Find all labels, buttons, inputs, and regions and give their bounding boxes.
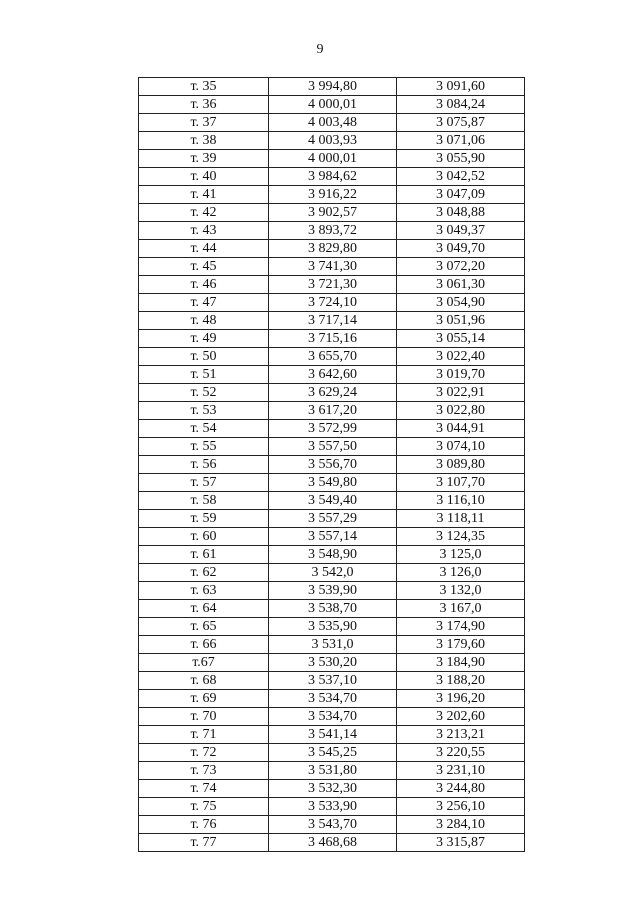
table-row xyxy=(139,276,525,294)
table-row xyxy=(139,114,525,132)
point-label-cell: т. 71 xyxy=(139,726,269,744)
y-coordinate-cell: 3 049,70 xyxy=(397,240,525,258)
y-coordinate-cell: 3 284,10 xyxy=(397,816,525,834)
table-row xyxy=(139,366,525,384)
x-coordinate-cell: 3 533,90 xyxy=(269,798,397,816)
x-coordinate-cell: 3 534,70 xyxy=(269,708,397,726)
point-label-cell: т. 75 xyxy=(139,798,269,816)
table-row xyxy=(139,258,525,276)
table-row xyxy=(139,564,525,582)
point-label-cell: т. 61 xyxy=(139,546,269,564)
y-coordinate-cell: 3 047,09 xyxy=(397,186,525,204)
point-label-cell: т. 63 xyxy=(139,582,269,600)
point-label-cell: т. 46 xyxy=(139,276,269,294)
x-coordinate-cell: 3 902,57 xyxy=(269,204,397,222)
x-coordinate-cell: 3 829,80 xyxy=(269,240,397,258)
table-row xyxy=(139,384,525,402)
point-label-cell: т. 77 xyxy=(139,834,269,852)
point-label-cell: т. 62 xyxy=(139,564,269,582)
y-coordinate-cell: 3 116,10 xyxy=(397,492,525,510)
y-coordinate-cell: 3 118,11 xyxy=(397,510,525,528)
y-coordinate-cell: 3 044,91 xyxy=(397,420,525,438)
y-coordinate-cell: 3 072,20 xyxy=(397,258,525,276)
y-coordinate-cell: 3 042,52 xyxy=(397,168,525,186)
table-row xyxy=(139,438,525,456)
point-label-cell: т. 53 xyxy=(139,402,269,420)
point-label-cell: т. 42 xyxy=(139,204,269,222)
y-coordinate-cell: 3 051,96 xyxy=(397,312,525,330)
y-coordinate-cell: 3 048,88 xyxy=(397,204,525,222)
y-coordinate-cell: 3 196,20 xyxy=(397,690,525,708)
point-label-cell: т. 73 xyxy=(139,762,269,780)
x-coordinate-cell: 3 984,62 xyxy=(269,168,397,186)
x-coordinate-cell: 3 534,70 xyxy=(269,690,397,708)
y-coordinate-cell: 3 074,10 xyxy=(397,438,525,456)
point-label-cell: т. 51 xyxy=(139,366,269,384)
point-label-cell: т. 45 xyxy=(139,258,269,276)
y-coordinate-cell: 3 019,70 xyxy=(397,366,525,384)
y-coordinate-cell: 3 075,87 xyxy=(397,114,525,132)
x-coordinate-cell: 3 556,70 xyxy=(269,456,397,474)
table-row xyxy=(139,762,525,780)
y-coordinate-cell: 3 220,55 xyxy=(397,744,525,762)
x-coordinate-cell: 4 000,01 xyxy=(269,96,397,114)
x-coordinate-cell: 4 000,01 xyxy=(269,150,397,168)
point-label-cell: т. 40 xyxy=(139,168,269,186)
table-row xyxy=(139,654,525,672)
point-label-cell: т. 36 xyxy=(139,96,269,114)
point-label-cell: т. 35 xyxy=(139,78,269,96)
x-coordinate-cell: 3 538,70 xyxy=(269,600,397,618)
table-row xyxy=(139,618,525,636)
x-coordinate-cell: 3 539,90 xyxy=(269,582,397,600)
point-label-cell: т. 64 xyxy=(139,600,269,618)
page-number: 9 xyxy=(316,42,324,57)
y-coordinate-cell: 3 126,0 xyxy=(397,564,525,582)
x-coordinate-cell: 3 721,30 xyxy=(269,276,397,294)
x-coordinate-cell: 3 572,99 xyxy=(269,420,397,438)
table-row xyxy=(139,222,525,240)
y-coordinate-cell: 3 132,0 xyxy=(397,582,525,600)
x-coordinate-cell: 3 530,20 xyxy=(269,654,397,672)
y-coordinate-cell: 3 055,90 xyxy=(397,150,525,168)
point-label-cell: т. 55 xyxy=(139,438,269,456)
x-coordinate-cell: 3 532,30 xyxy=(269,780,397,798)
x-coordinate-cell: 3 557,14 xyxy=(269,528,397,546)
table-row xyxy=(139,834,525,852)
y-coordinate-cell: 3 061,30 xyxy=(397,276,525,294)
table-row xyxy=(139,96,525,114)
table-row xyxy=(139,492,525,510)
x-coordinate-cell: 3 557,29 xyxy=(269,510,397,528)
table-row xyxy=(139,510,525,528)
point-label-cell: т. 69 xyxy=(139,690,269,708)
x-coordinate-cell: 3 893,72 xyxy=(269,222,397,240)
y-coordinate-cell: 3 107,70 xyxy=(397,474,525,492)
table-row xyxy=(139,150,525,168)
table-row xyxy=(139,312,525,330)
point-label-cell: т. 37 xyxy=(139,114,269,132)
table-row xyxy=(139,528,525,546)
table-row xyxy=(139,168,525,186)
point-label-cell: т. 41 xyxy=(139,186,269,204)
table-row xyxy=(139,582,525,600)
y-coordinate-cell: 3 125,0 xyxy=(397,546,525,564)
point-label-cell: т. 57 xyxy=(139,474,269,492)
x-coordinate-cell: 3 724,10 xyxy=(269,294,397,312)
point-label-cell: т. 54 xyxy=(139,420,269,438)
y-coordinate-cell: 3 084,24 xyxy=(397,96,525,114)
y-coordinate-cell: 3 089,80 xyxy=(397,456,525,474)
x-coordinate-cell: 3 629,24 xyxy=(269,384,397,402)
table-row xyxy=(139,132,525,150)
y-coordinate-cell: 3 202,60 xyxy=(397,708,525,726)
table-row xyxy=(139,420,525,438)
y-coordinate-cell: 3 055,14 xyxy=(397,330,525,348)
y-coordinate-cell: 3 315,87 xyxy=(397,834,525,852)
y-coordinate-cell: 3 071,06 xyxy=(397,132,525,150)
table-row xyxy=(139,402,525,420)
table-row xyxy=(139,186,525,204)
x-coordinate-cell: 3 537,10 xyxy=(269,672,397,690)
x-coordinate-cell: 3 468,68 xyxy=(269,834,397,852)
x-coordinate-cell: 3 545,25 xyxy=(269,744,397,762)
point-label-cell: т. 65 xyxy=(139,618,269,636)
coordinates-table xyxy=(138,77,525,852)
table-row xyxy=(139,690,525,708)
x-coordinate-cell: 3 717,14 xyxy=(269,312,397,330)
y-coordinate-cell: 3 124,35 xyxy=(397,528,525,546)
table-row xyxy=(139,744,525,762)
y-coordinate-cell: 3 022,91 xyxy=(397,384,525,402)
point-label-cell: т. 74 xyxy=(139,780,269,798)
table-row xyxy=(139,330,525,348)
x-coordinate-cell: 3 531,0 xyxy=(269,636,397,654)
point-label-cell: т. 76 xyxy=(139,816,269,834)
point-label-cell: т. 50 xyxy=(139,348,269,366)
point-label-cell: т. 56 xyxy=(139,456,269,474)
table-row xyxy=(139,474,525,492)
y-coordinate-cell: 3 167,0 xyxy=(397,600,525,618)
point-label-cell: т. 72 xyxy=(139,744,269,762)
y-coordinate-cell: 3 022,80 xyxy=(397,402,525,420)
table-row xyxy=(139,726,525,744)
x-coordinate-cell: 3 549,80 xyxy=(269,474,397,492)
table-row xyxy=(139,204,525,222)
table-row xyxy=(139,636,525,654)
x-coordinate-cell: 4 003,48 xyxy=(269,114,397,132)
point-label-cell: т. 58 xyxy=(139,492,269,510)
point-label-cell: т. 38 xyxy=(139,132,269,150)
point-label-cell: т. 68 xyxy=(139,672,269,690)
point-label-cell: т. 66 xyxy=(139,636,269,654)
x-coordinate-cell: 4 003,93 xyxy=(269,132,397,150)
point-label-cell: т. 47 xyxy=(139,294,269,312)
x-coordinate-cell: 3 549,40 xyxy=(269,492,397,510)
x-coordinate-cell: 3 531,80 xyxy=(269,762,397,780)
y-coordinate-cell: 3 256,10 xyxy=(397,798,525,816)
y-coordinate-cell: 3 188,20 xyxy=(397,672,525,690)
x-coordinate-cell: 3 548,90 xyxy=(269,546,397,564)
point-label-cell: т. 48 xyxy=(139,312,269,330)
y-coordinate-cell: 3 244,80 xyxy=(397,780,525,798)
coordinates-table-body xyxy=(139,78,525,852)
table-row xyxy=(139,546,525,564)
x-coordinate-cell: 3 655,70 xyxy=(269,348,397,366)
x-coordinate-cell: 3 715,16 xyxy=(269,330,397,348)
x-coordinate-cell: 3 535,90 xyxy=(269,618,397,636)
y-coordinate-cell: 3 231,10 xyxy=(397,762,525,780)
y-coordinate-cell: 3 054,90 xyxy=(397,294,525,312)
table-row xyxy=(139,780,525,798)
y-coordinate-cell: 3 179,60 xyxy=(397,636,525,654)
y-coordinate-cell: 3 022,40 xyxy=(397,348,525,366)
x-coordinate-cell: 3 617,20 xyxy=(269,402,397,420)
point-label-cell: т. 44 xyxy=(139,240,269,258)
table-row xyxy=(139,600,525,618)
table-row xyxy=(139,294,525,312)
x-coordinate-cell: 3 741,30 xyxy=(269,258,397,276)
table-row xyxy=(139,816,525,834)
point-label-cell: т. 43 xyxy=(139,222,269,240)
x-coordinate-cell: 3 916,22 xyxy=(269,186,397,204)
y-coordinate-cell: 3 091,60 xyxy=(397,78,525,96)
point-label-cell: т. 60 xyxy=(139,528,269,546)
x-coordinate-cell: 3 994,80 xyxy=(269,78,397,96)
point-label-cell: т. 49 xyxy=(139,330,269,348)
point-label-cell: т. 59 xyxy=(139,510,269,528)
point-label-cell: т. 39 xyxy=(139,150,269,168)
y-coordinate-cell: 3 049,37 xyxy=(397,222,525,240)
y-coordinate-cell: 3 184,90 xyxy=(397,654,525,672)
table-row xyxy=(139,348,525,366)
table-row xyxy=(139,456,525,474)
table-row xyxy=(139,708,525,726)
point-label-cell: т.67 xyxy=(139,654,269,672)
table-row xyxy=(139,672,525,690)
point-label-cell: т. 52 xyxy=(139,384,269,402)
x-coordinate-cell: 3 557,50 xyxy=(269,438,397,456)
x-coordinate-cell: 3 543,70 xyxy=(269,816,397,834)
table-row xyxy=(139,798,525,816)
point-label-cell: т. 70 xyxy=(139,708,269,726)
x-coordinate-cell: 3 542,0 xyxy=(269,564,397,582)
table-row xyxy=(139,240,525,258)
table-row xyxy=(139,78,525,96)
x-coordinate-cell: 3 541,14 xyxy=(269,726,397,744)
y-coordinate-cell: 3 213,21 xyxy=(397,726,525,744)
y-coordinate-cell: 3 174,90 xyxy=(397,618,525,636)
x-coordinate-cell: 3 642,60 xyxy=(269,366,397,384)
